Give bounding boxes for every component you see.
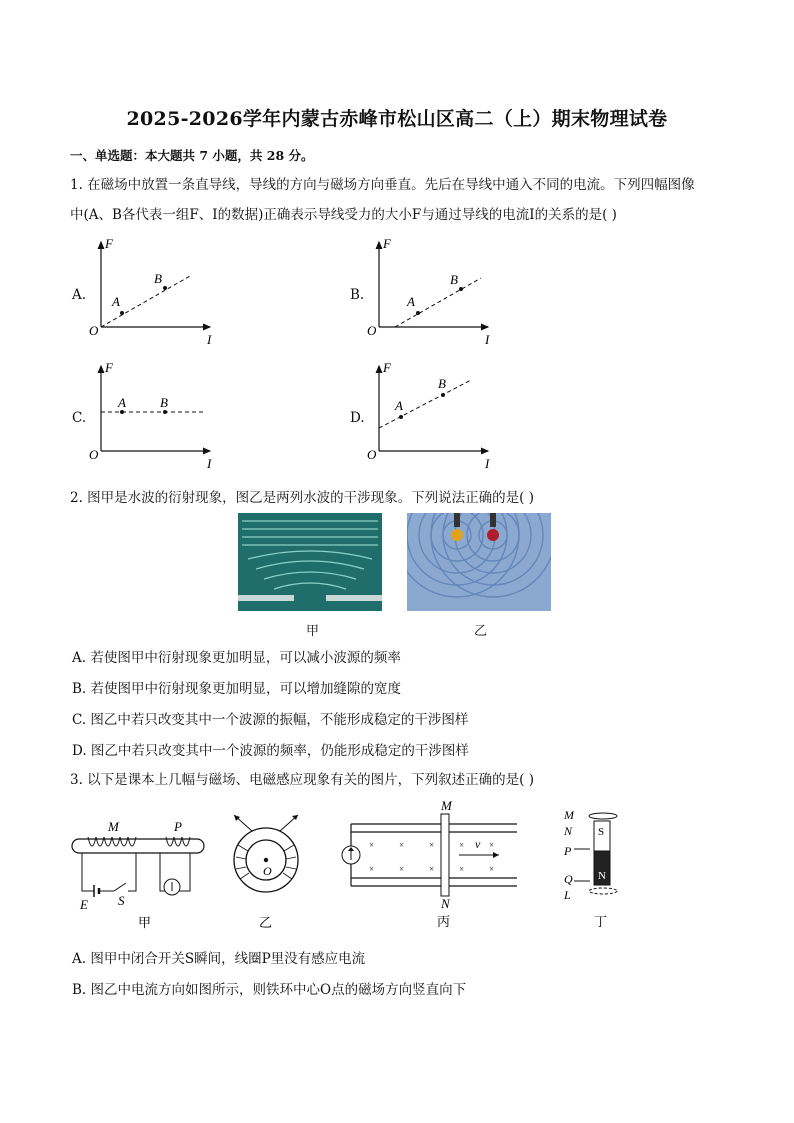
label-l: L — [564, 888, 571, 902]
caption-ding: 丁 — [594, 914, 608, 929]
axis-label-i: I — [485, 332, 490, 347]
point-b-label: B — [154, 271, 162, 286]
q2-stem: 2. 图甲是水波的衍射现象，图乙是两列水波的干涉现象。下列说法正确的是( ) — [70, 490, 534, 506]
point-b — [163, 410, 167, 414]
figure-jia — [70, 815, 210, 930]
axis-label-f: F — [383, 360, 391, 375]
label-n: N — [441, 896, 450, 911]
origin-label: O — [89, 323, 99, 338]
q2-option-b: B. 若使图甲中衍射现象更加明显，可以增加缝隙的宽度 — [72, 681, 402, 697]
magnet-n: N — [598, 870, 606, 882]
section-heading: 一、单选题：本大题共 7 小题，共 28 分。 — [70, 148, 314, 163]
label-q: Q — [564, 872, 573, 886]
point-b — [441, 393, 445, 397]
label-m: M — [564, 808, 574, 822]
label-n: N — [564, 824, 573, 838]
svg-text:×: × — [429, 864, 435, 874]
figure-bing — [335, 800, 523, 930]
svg-text:×: × — [399, 864, 405, 874]
origin-label: O — [367, 447, 377, 462]
point-a-label: A — [407, 294, 415, 309]
point-a — [120, 311, 124, 315]
axis-label-i: I — [207, 332, 212, 347]
svg-text:×: × — [369, 864, 375, 874]
q1-graph-c — [85, 360, 225, 472]
point-a — [120, 410, 124, 414]
axis-label-i: I — [485, 456, 490, 471]
svg-text:×: × — [459, 864, 465, 874]
point-b-label: B — [438, 376, 446, 391]
origin-label: O — [367, 323, 377, 338]
svg-text:×: × — [489, 864, 495, 874]
magnet-s: S — [598, 826, 605, 838]
origin-label: O — [89, 447, 99, 462]
caption-jia: 甲 — [138, 915, 152, 930]
q2-option-c: C. 图乙中若只改变其中一个波源的振幅，不能形成稳定的干涉图样 — [72, 712, 469, 728]
q2-option-a: A. 若使图甲中衍射现象更加明显，可以减小波源的频率 — [72, 650, 401, 666]
q1-stem-line2: 中(A、B各代表一组F、I的数据)正确表示导线受力的大小F与通过导线的电流I的关系的是( ) — [70, 207, 617, 223]
label-p: P — [564, 844, 572, 858]
svg-text:×: × — [369, 840, 375, 850]
label-m: M — [441, 800, 452, 813]
point-a — [399, 415, 403, 419]
q1-graph-d — [363, 360, 503, 472]
svg-text:×: × — [399, 840, 405, 850]
q3-stem: 3. 以下是课本上几幅与磁场、电磁感应现象有关的图片，下列叙述正确的是( ) — [70, 772, 534, 788]
point-b — [163, 286, 167, 290]
point-a — [416, 311, 420, 315]
axis-label-f: F — [105, 236, 113, 251]
figure-ding — [560, 803, 640, 930]
axis-label-i: I — [207, 456, 212, 471]
label-v: v — [475, 837, 481, 851]
interference-photo — [407, 513, 551, 611]
caption-bing: 丙 — [437, 914, 451, 929]
point-a-label: A — [395, 398, 403, 413]
point-a-label: A — [112, 294, 120, 309]
q3-option-a: A. 图甲中闭合开关S瞬间，线圈P里没有感应电流 — [72, 951, 366, 967]
point-b-label: B — [160, 395, 168, 410]
label-m: M — [108, 819, 119, 834]
label-o: O — [263, 864, 272, 878]
q2-option-d: D. 图乙中若只改变其中一个波源的频率，仍能形成稳定的干涉图样 — [72, 743, 469, 759]
svg-text:×: × — [489, 840, 495, 850]
svg-text:×: × — [459, 840, 465, 850]
axis-label-f: F — [105, 360, 113, 375]
data-line — [379, 380, 471, 428]
q1-option-d-label: D. — [350, 410, 365, 426]
q3-option-b: B. 图乙中电流方向如图所示，则铁环中心O点的磁场方向竖直向下 — [72, 982, 467, 998]
q1-option-c-label: C. — [72, 410, 87, 426]
caption-jia: 甲 — [306, 624, 320, 639]
axis-label-f: F — [383, 236, 391, 251]
point-b-label: B — [450, 272, 458, 287]
point-a-label: A — [118, 395, 126, 410]
q1-stem-line1: 1. 在磁场中放置一条直导线，导线的方向与磁场方向垂直。先后在导线中通入不同的电流。下列四幅图像 — [70, 177, 695, 193]
diffraction-photo — [238, 513, 382, 611]
q1-graph-b — [363, 236, 503, 348]
page-title: 2025-2026学年内蒙古赤峰市松山区高二（上）期末物理试卷 — [126, 108, 668, 130]
label-p: P — [174, 819, 182, 834]
label-e: E — [80, 897, 88, 912]
caption-yi: 乙 — [474, 624, 488, 639]
caption-yi: 乙 — [259, 915, 273, 930]
point-b — [459, 287, 463, 291]
q1-graph-a — [85, 236, 225, 348]
figure-yi — [226, 815, 308, 930]
q1-option-a-label: A. — [72, 287, 87, 303]
label-s: S — [118, 893, 125, 908]
svg-text:×: × — [429, 840, 435, 850]
q1-option-b-label: B. — [350, 287, 365, 303]
